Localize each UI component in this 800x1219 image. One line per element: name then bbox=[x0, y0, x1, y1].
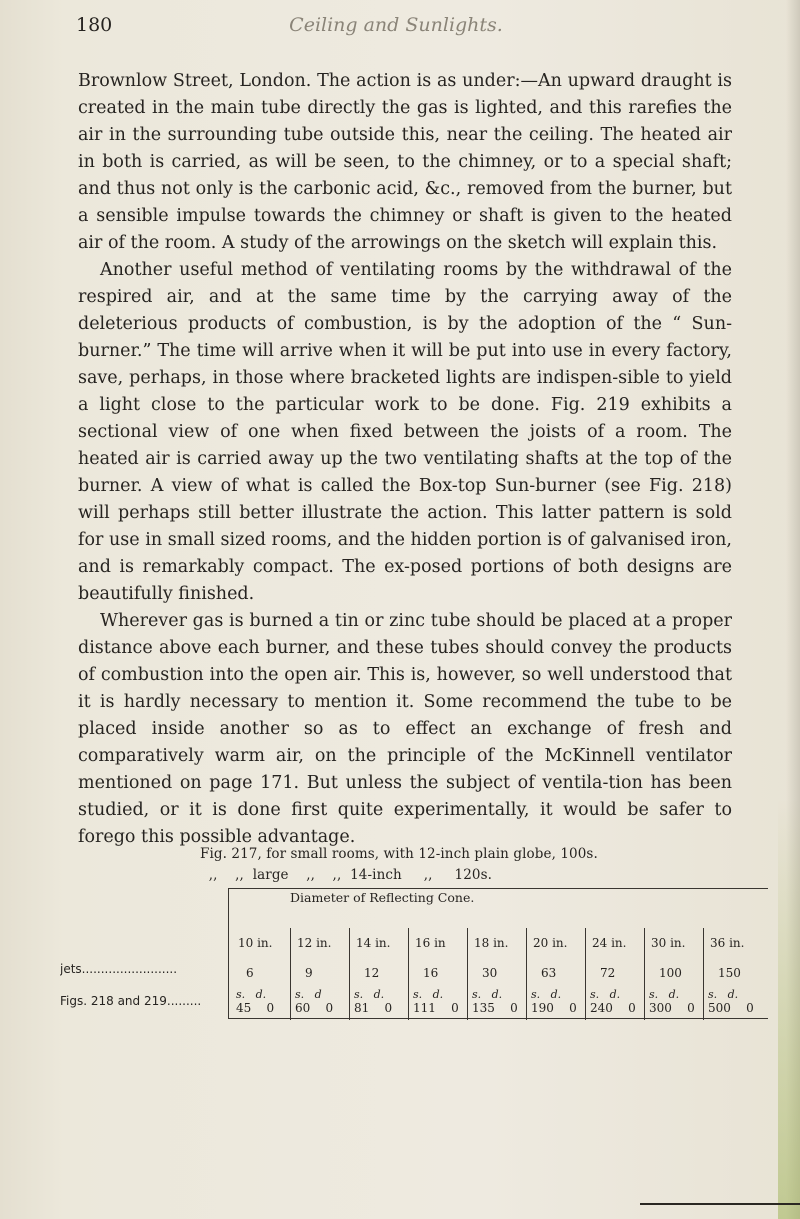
column-price-unit: s. d. bbox=[531, 988, 562, 1001]
table-group-header: Diameter of Reflecting Cone. bbox=[290, 890, 475, 905]
column-divider bbox=[585, 928, 586, 1020]
row-label-price: Figs. 218 and 219......... bbox=[60, 994, 202, 1008]
column-divider bbox=[703, 928, 704, 1020]
page-number: 180 bbox=[76, 14, 113, 36]
column-price: 81 0 bbox=[354, 1001, 393, 1015]
column-price-unit: s. d. bbox=[236, 988, 267, 1001]
column-price: 240 0 bbox=[590, 1001, 636, 1015]
column-price-unit: s. d. bbox=[472, 988, 503, 1001]
column-jets: 9 bbox=[305, 966, 313, 980]
column-jets: 6 bbox=[246, 966, 254, 980]
column-diameter: 14 in. bbox=[356, 936, 391, 950]
column-diameter: 20 in. bbox=[533, 936, 568, 950]
column-price-unit: s. d. bbox=[649, 988, 680, 1001]
column-divider bbox=[349, 928, 350, 1020]
column-price: 111 0 bbox=[413, 1001, 459, 1015]
column-jets: 63 bbox=[541, 966, 557, 980]
column-jets: 30 bbox=[482, 966, 498, 980]
column-price-unit: s. d. bbox=[413, 988, 444, 1001]
column-diameter: 24 in. bbox=[592, 936, 627, 950]
column-diameter: 36 in. bbox=[710, 936, 745, 950]
column-diameter: 10 in. bbox=[238, 936, 273, 950]
column-price-unit: s. d. bbox=[590, 988, 621, 1001]
paragraph-3: Wherever gas is burned a tin or zinc tube should be placed at a proper distance above each burner, and these tubes should convey the products of combustion into the open air. This is, however, so well understood that it is hardly necessary to mention it. Some recommend the tube to be placed inside another so as to effect an exchange of fresh and comparatively warm air, on the principle of the McKinnell ventilator mentioned on page 171. But unless the subject of ventila-tion has been studied, or it is done first quite experimentally, it would be safer to forego this possible advantage. bbox=[78, 611, 732, 847]
column-diameter: 12 in. bbox=[297, 936, 332, 950]
body-text bbox=[78, 68, 732, 851]
paragraph-1: Brownlow Street, London. The action is as under:—An upward draught is created in the main tube directly the gas is lighted, and this rarefies the air in the surrounding tube outside this, near the ceiling. The heated air in both is carried, as will be seen, to the chimney, or to a special shaft; and thus not only is the carbonic acid, &c., removed from the burner, but a sensible impulse towards the chimney or shaft is given to the heated air of the room. A study of the arrowings on the sketch will explain this. bbox=[78, 71, 732, 253]
column-diameter: 30 in. bbox=[651, 936, 686, 950]
column-jets: 100 bbox=[659, 966, 682, 980]
column-price-unit: s. d bbox=[295, 988, 322, 1001]
column-divider bbox=[467, 928, 468, 1020]
column-jets: 12 bbox=[364, 966, 380, 980]
page-header bbox=[76, 14, 716, 44]
column-divider bbox=[526, 928, 527, 1020]
column-divider bbox=[644, 928, 645, 1020]
column-diameter: 16 in bbox=[415, 936, 446, 950]
column-price: 60 0 bbox=[295, 1001, 334, 1015]
column-price-unit: s. d. bbox=[354, 988, 385, 1001]
page-corner-stain bbox=[778, 799, 800, 1219]
row-label-jets: jets......................... bbox=[60, 962, 178, 976]
column-price: 135 0 bbox=[472, 1001, 518, 1015]
running-head: Ceiling and Sunlights. bbox=[289, 14, 503, 36]
column-price: 190 0 bbox=[531, 1001, 577, 1015]
page-bottom-rule bbox=[640, 1203, 800, 1205]
figure-note-217-large: ,, ,, large ,, ,, 14-inch ,, 120s. bbox=[200, 867, 493, 883]
column-price: 45 0 bbox=[236, 1001, 275, 1015]
column-jets: 16 bbox=[423, 966, 439, 980]
column-divider bbox=[408, 928, 409, 1020]
price-table bbox=[60, 888, 768, 1018]
column-diameter: 18 in. bbox=[474, 936, 509, 950]
column-jets: 150 bbox=[718, 966, 741, 980]
paragraph-2: Another useful method of ventilating rooms by the withdrawal of the respired air, and at the same time by the carrying away of the deleterious products of combustion, is by the adoption of the “ Sun-burner.” The time will arrive when it will be put into use in every factory, save, perhaps, in those where bracketed lights are indispen-sible to yield a light close to the particular work to be done. Fig. 219 exhibits a sectional view of one when fixed between the joists of a room. The heated air is carried away up the two ventilating shafts at the top of the burner. A view of what is called the Box-top Sun-burner (see Fig. 218) will perhaps still better illustrate the action. This latter pattern is sold for use in small sized rooms, and the hidden portion is of galvanised iron, and is remarkably compact. The ex-posed portions of both designs are beautifully finished. bbox=[78, 260, 732, 604]
figure-note-217: Fig. 217, for small rooms, with 12-inch plain globe, 100s. bbox=[200, 846, 598, 862]
column-jets: 72 bbox=[600, 966, 616, 980]
column-price: 300 0 bbox=[649, 1001, 695, 1015]
table-label-divider bbox=[228, 888, 229, 1018]
table-header-underline bbox=[228, 1018, 768, 1019]
column-divider bbox=[290, 928, 291, 1020]
column-price-unit: s. d. bbox=[708, 988, 739, 1001]
column-price: 500 0 bbox=[708, 1001, 754, 1015]
